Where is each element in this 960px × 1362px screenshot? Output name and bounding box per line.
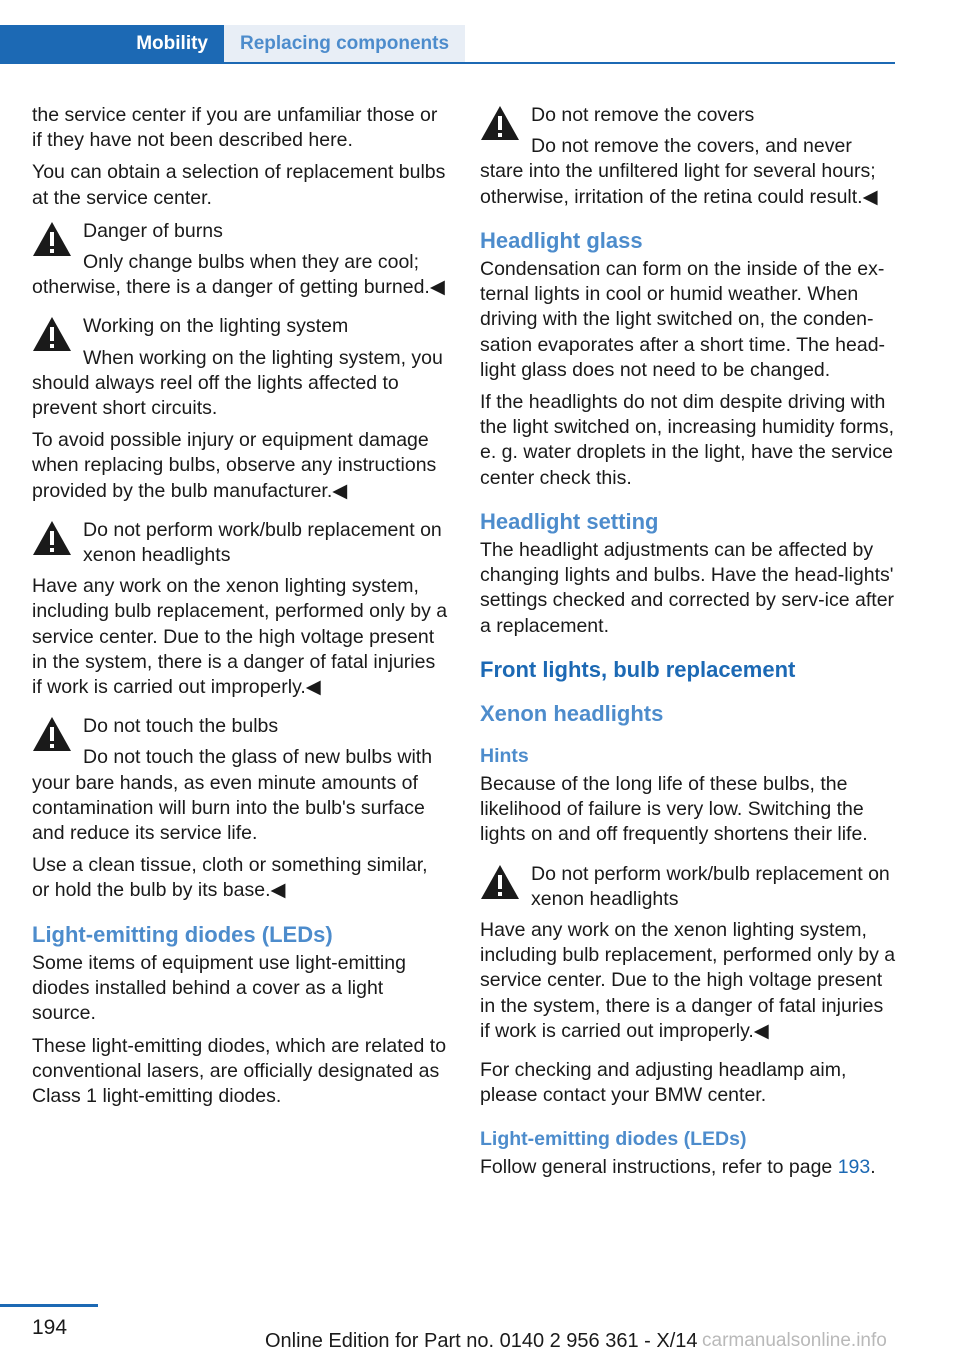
warning-xenon bbox=[32, 518, 448, 700]
left-column bbox=[32, 103, 448, 1116]
paragraph: The headlight adjustments can be affected by changing lights and bulbs. Have the head‐lights' settings checked and corrected by serv‐ice after a replacement. bbox=[480, 539, 895, 637]
right-column bbox=[480, 103, 896, 1187]
warning-text: Do not touch the glass of new bulbs with bbox=[83, 746, 433, 769]
tab-mobility[interactable]: Mobility bbox=[0, 25, 224, 62]
footer-rule bbox=[0, 1304, 98, 1307]
paragraph: Some items of equipment use light-emitting diodes installed behind a cover as a light source. bbox=[32, 951, 406, 1025]
subheading-hints: Hints bbox=[480, 745, 529, 768]
warning-title: Danger of burns bbox=[83, 219, 223, 242]
paragraph: Use a clean tissue, cloth or something similar, or hold the bulb by its base.◀ bbox=[32, 854, 428, 902]
warning-triangle-icon bbox=[32, 221, 72, 257]
page-link[interactable]: 193 bbox=[837, 1155, 871, 1178]
warning-title: Do not perform work/bulb replacement on xenon headlights bbox=[83, 518, 442, 567]
warning-text: Have any work on the xenon lighting system, including bulb replacement, performed only by a service center. Due to the high voltage present in the system, there is a danger of fatal injuries if work is carried out improperly.◀ bbox=[480, 919, 896, 1042]
subheading-leds: Light-emitting diodes (LEDs) bbox=[480, 1127, 747, 1150]
edition-note: Online Edition for Part no. 0140 2 956 361 - X/14 bbox=[265, 1330, 698, 1352]
warning-triangle-icon bbox=[32, 316, 72, 352]
paragraph: the service center if you are unfamiliar those or if they have not been described here. bbox=[32, 104, 438, 152]
warning-text: Only change bulbs when they are cool; bbox=[83, 251, 420, 274]
section-heading-headlight-glass: Headlight glass bbox=[480, 227, 643, 253]
warning-text: stare into the unfiltered light for several hours; otherwise, irritation of the retina could result.◀ bbox=[480, 160, 878, 208]
warning-title: Do not touch the bulbs bbox=[83, 715, 279, 738]
section-heading-front-lights: Front lights, bulb replacement bbox=[480, 656, 796, 682]
paragraph: Because of the long life of these bulbs, the likelihood of failure is very low. Switching the lights on and off frequently shortens their life. bbox=[480, 773, 868, 846]
warning-text: Have any work on the xenon lighting system, including bulb replacement, performed only by a service center. Due to the high voltage present in the system, there is a danger of fatal injuries if work is carried out improperly.◀ bbox=[32, 575, 448, 699]
warning-title: Do not perform work/bulb replacement on xenon headlights bbox=[531, 862, 890, 910]
paragraph: You can obtain a selection of replacement bulbs at the service center. bbox=[32, 161, 446, 209]
watermark: carmanualsonline.info bbox=[702, 1330, 887, 1351]
warning-triangle-icon bbox=[32, 520, 72, 556]
page-number: 194 bbox=[32, 1316, 68, 1339]
reference-end: . bbox=[870, 1155, 876, 1178]
warning-burns bbox=[32, 219, 448, 301]
warning-title: Working on the lighting system bbox=[83, 315, 349, 338]
paragraph: To avoid possible injury or equipment damage when replacing bulbs, observe any instructions provided by the bulb manufacturer.◀ bbox=[32, 429, 437, 502]
section-heading-leds: Light-emitting diodes (LEDs) bbox=[32, 921, 333, 947]
warning-lighting-system bbox=[32, 314, 448, 421]
paragraph: If the headlights do not dim despite driving with the light switched on, increasing humidity forms, e. g. water droplets in the light, have the service center check this. bbox=[480, 391, 895, 489]
tab-replacing-components[interactable]: Replacing components bbox=[224, 25, 465, 62]
paragraph bbox=[480, 1155, 896, 1180]
warning-triangle-icon bbox=[480, 864, 520, 900]
paragraph: For checking and adjusting headlamp aim, please contact your BMW center. bbox=[480, 1059, 847, 1107]
warning-triangle-icon bbox=[480, 105, 520, 141]
warning-triangle-icon bbox=[32, 716, 72, 752]
paragraph: Condensation can form on the inside of the ex‐ternal lights in cool or humid weather. When driving with the light switched on, the conden‐sation evaporates after a short time. The head‐light glass does not need to be changed. bbox=[480, 258, 886, 381]
warning-text: When working on the lighting system, bbox=[83, 346, 406, 369]
warning-title: Do not remove the covers bbox=[531, 104, 755, 126]
warning-text: otherwise, there is a danger of getting burned.◀ bbox=[32, 276, 445, 299]
warning-text: your bare hands, as even minute amounts of contamination will burn into the bulb's surface and reduce its service life. bbox=[32, 771, 425, 845]
warning-text: you should always reel off the lights affected to prevent short circuits. bbox=[32, 346, 443, 420]
warning-covers bbox=[480, 103, 896, 210]
section-heading-headlight-setting: Headlight setting bbox=[480, 508, 659, 534]
chapter-header bbox=[0, 25, 895, 64]
warning-text: Do not remove the covers, and never bbox=[531, 135, 852, 158]
reference-text: Follow general instructions, refer to page bbox=[480, 1155, 838, 1178]
paragraph: These light-emitting diodes, which are related to conventional lasers, are officially designated as Class 1 light-emitting diodes. bbox=[32, 1034, 447, 1107]
warning-touch-bulbs bbox=[32, 714, 448, 846]
warning-xenon-right bbox=[480, 862, 896, 1044]
section-heading-xenon: Xenon headlights bbox=[480, 700, 664, 726]
